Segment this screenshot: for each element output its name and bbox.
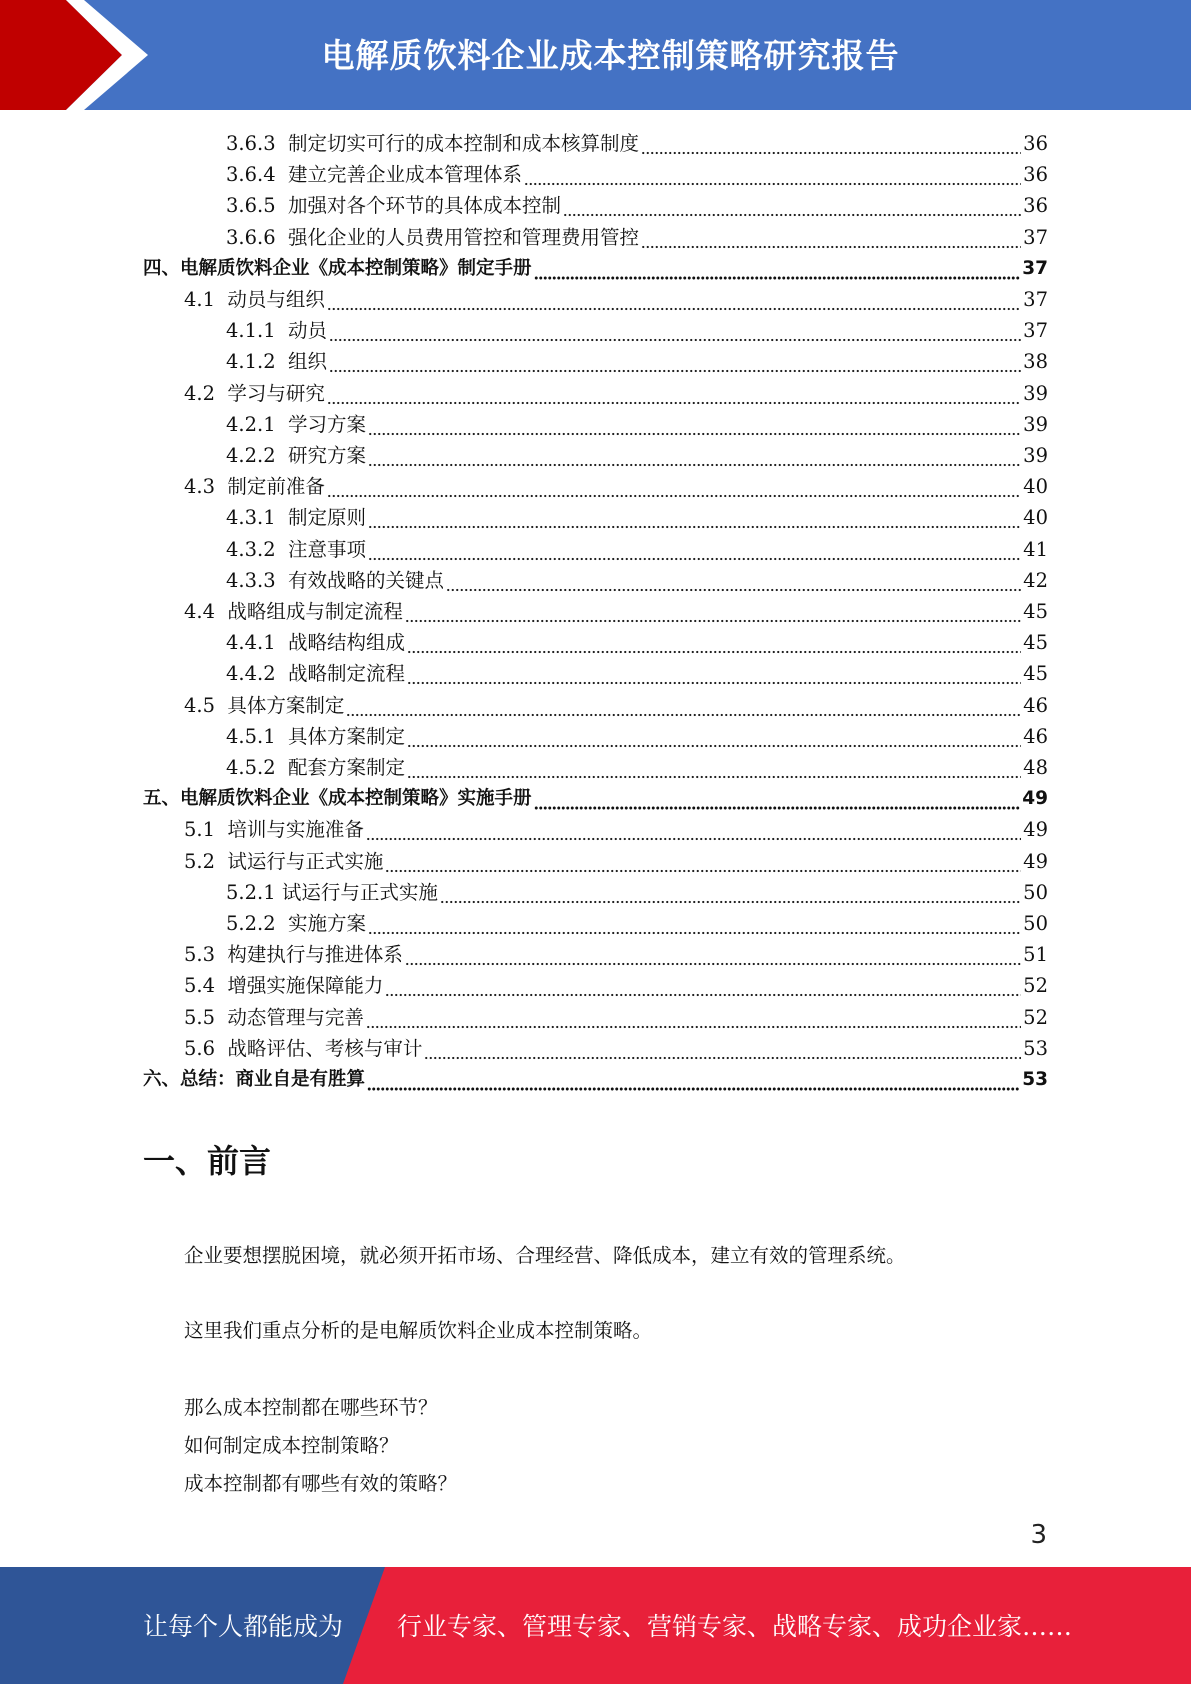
paragraph: 如何制定成本控制策略？ (184, 1434, 399, 1457)
toc-entry-page: 37 (1023, 225, 1048, 249)
toc-entry-number: 5.6 (184, 1036, 228, 1060)
toc-entry-label: 研究方案 (288, 444, 367, 467)
toc-entry-label: 配套方案制定 (288, 756, 406, 779)
toc-dot-leader (368, 534, 1021, 565)
toc-entry[interactable] (184, 284, 1048, 315)
toc-dot-leader (366, 814, 1021, 845)
document-title: 电解质饮料企业成本控制策略研究报告 (321, 36, 900, 75)
toc-entry-label: 培训与实施准备 (227, 818, 364, 842)
toc-entry-page: 38 (1023, 350, 1048, 374)
toc-entry[interactable] (226, 128, 1048, 159)
toc-entry-label: 有效战略的关键点 (288, 568, 445, 592)
toc-entry-number: 4.3.3 (226, 568, 289, 592)
toc-entry-page: 49 (1022, 788, 1048, 810)
toc-entry[interactable] (184, 471, 1048, 502)
toc-entry-page: 42 (1023, 568, 1048, 592)
toc-entry-number: 4.1.2 (226, 350, 289, 374)
toc-entry-page: 50 (1023, 880, 1048, 904)
toc-entry-number: 4.3 (184, 475, 228, 499)
toc-entry-page: 41 (1023, 537, 1048, 561)
toc-entry-number: 3.6.3 (226, 132, 289, 155)
toc-dot-leader (385, 970, 1021, 1001)
toc-entry-number: 3.6.5 (226, 194, 289, 218)
toc-entry-label: 四、电解质饮料企业《成本控制策略》制定手册 (143, 257, 532, 279)
toc-dot-leader (446, 565, 1021, 596)
toc-entry-page: 36 (1023, 132, 1048, 155)
toc-entry[interactable] (226, 752, 1048, 783)
toc-entry-label: 组织 (288, 350, 328, 374)
toc-entry-number: 5.2.1 (226, 880, 282, 904)
toc-entry-number: 4.5.2 (226, 756, 289, 779)
toc-entry-page: 48 (1023, 756, 1048, 779)
toc-entry-page: 39 (1023, 412, 1048, 436)
toc-entry[interactable] (184, 690, 1048, 721)
toc-entry-number: 4.1.1 (226, 319, 289, 343)
toc-entry-label: 制定原则 (288, 506, 367, 530)
toc-dot-leader (407, 721, 1021, 752)
toc-entry[interactable] (226, 190, 1048, 221)
toc-entry[interactable] (184, 1033, 1048, 1064)
toc-entry-label: 动态管理与完善 (227, 1005, 364, 1029)
toc-entry-label: 制定切实可行的成本控制和成本核算制度 (288, 132, 640, 155)
toc-entry-page: 45 (1023, 631, 1048, 655)
toc-dot-leader (641, 222, 1021, 253)
toc-entry-page: 52 (1023, 1005, 1048, 1029)
toc-entry-label: 学习与研究 (227, 381, 325, 405)
footer-slogan-left: 让每个人都能成为 (143, 1612, 344, 1641)
toc-entry[interactable] (226, 627, 1048, 658)
toc-entry[interactable] (184, 378, 1048, 409)
page-footer (0, 1567, 1191, 1684)
toc-dot-leader (368, 908, 1021, 939)
toc-dot-leader (329, 346, 1021, 377)
toc-entry-label: 构建执行与推进体系 (227, 943, 403, 967)
toc-entry[interactable] (226, 721, 1048, 752)
toc-dot-leader (405, 596, 1021, 627)
paragraph: 成本控制都有哪些有效的策略？ (184, 1472, 458, 1495)
toc-dot-leader (440, 877, 1021, 908)
toc-entry-label: 动员 (288, 319, 328, 343)
toc-entry-number: 5.4 (184, 974, 228, 998)
toc-dot-leader (641, 128, 1021, 159)
toc-entry-number: 4.3.2 (226, 537, 289, 561)
paragraph: 企业要想摆脱困境，就必须开拓市场、合理经营、降低成本，建立有效的管理系统。 (184, 1244, 906, 1267)
toc-entry[interactable] (184, 970, 1048, 1001)
toc-entry-label: 学习方案 (288, 412, 367, 436)
toc-entry-page: 39 (1023, 381, 1048, 405)
toc-entry-label: 增强实施保障能力 (227, 974, 384, 998)
toc-entry-label: 六、总结：商业自是有胜算 (143, 1069, 366, 1090)
toc-entry-number: 4.5 (184, 693, 228, 717)
toc-dot-leader (385, 846, 1021, 877)
footer-slogan-right: 行业专家、管理专家、营销专家、战略专家、成功企业家…… (397, 1612, 1073, 1641)
toc-dot-leader (329, 315, 1021, 346)
toc-entry-number: 5.1 (184, 818, 228, 842)
toc-entry-number: 4.4.2 (226, 662, 289, 686)
toc-entry[interactable] (226, 159, 1048, 190)
toc-entry[interactable] (226, 315, 1048, 346)
toc-entry-label: 五、电解质饮料企业《成本控制策略》实施手册 (143, 788, 532, 810)
toc-dot-leader (534, 253, 1021, 284)
toc-entry-label: 加强对各个环节的具体成本控制 (288, 194, 562, 218)
toc-entry-number: 3.6.6 (226, 225, 289, 249)
toc-entry-label: 战略组成与制定流程 (227, 600, 403, 623)
toc-dot-leader (366, 1002, 1021, 1033)
toc-entry[interactable] (226, 409, 1048, 440)
toc-entry-number: 5.2.2 (226, 912, 289, 935)
toc-dot-leader (367, 1064, 1020, 1095)
toc-entry[interactable] (226, 346, 1048, 377)
toc-entry-page: 50 (1023, 912, 1048, 935)
toc-entry-page: 49 (1023, 849, 1048, 873)
toc-dot-leader (368, 440, 1021, 471)
toc-dot-leader (407, 658, 1021, 689)
toc-dot-leader (368, 502, 1021, 533)
toc-entry-number: 4.5.1 (226, 724, 289, 748)
toc-dot-leader (368, 409, 1021, 440)
toc-entry-number: 4.4 (184, 600, 228, 623)
toc-entry-label: 制定前准备 (227, 475, 325, 499)
toc-entry-page: 37 (1023, 319, 1048, 343)
toc-dot-leader (327, 284, 1021, 315)
toc-entry-label: 动员与组织 (227, 288, 325, 311)
toc-dot-leader (563, 190, 1021, 221)
toc-entry-number: 4.4.1 (226, 631, 289, 655)
toc-entry-number: 4.2.1 (226, 412, 289, 436)
toc-chapter-entry[interactable] (143, 783, 1048, 814)
toc-entry-label: 具体方案制定 (288, 724, 406, 748)
toc-entry[interactable] (184, 596, 1048, 627)
toc-entry[interactable] (184, 814, 1048, 845)
toc-entry-number: 3.6.4 (226, 163, 289, 187)
toc-entry-page: 37 (1023, 288, 1048, 311)
toc-entry[interactable] (184, 846, 1048, 877)
toc-dot-leader (327, 378, 1021, 409)
toc-entry-page: 40 (1023, 475, 1048, 499)
toc-entry-page: 46 (1023, 693, 1048, 717)
toc-entry-page: 45 (1023, 600, 1048, 623)
toc-entry-label: 战略评估、考核与审计 (227, 1036, 423, 1060)
section-heading: 一、前言 (143, 1142, 272, 1180)
toc-entry-number: 5.3 (184, 943, 228, 967)
toc-entry[interactable] (184, 1002, 1048, 1033)
page-number: 3 (1030, 1520, 1047, 1550)
toc-entry[interactable] (226, 877, 1048, 908)
page-header (0, 0, 1191, 110)
toc-entry[interactable] (226, 658, 1048, 689)
toc-entry-page: 49 (1023, 818, 1048, 842)
toc-entry-page: 51 (1023, 943, 1048, 967)
toc-entry-page: 53 (1023, 1036, 1048, 1060)
toc-entry-label: 试运行与正式实施 (281, 880, 438, 904)
paragraph: 那么成本控制都在哪些环节？ (184, 1396, 438, 1419)
toc-entry[interactable] (226, 534, 1048, 565)
toc-entry[interactable] (226, 565, 1048, 596)
toc-entry-page: 46 (1023, 724, 1048, 748)
toc-dot-leader (534, 783, 1021, 814)
toc-dot-leader (407, 752, 1021, 783)
toc-entry-page: 52 (1023, 974, 1048, 998)
toc-entry-label: 注意事项 (288, 537, 367, 561)
toc-entry-label: 强化企业的人员费用管控和管理费用管控 (288, 225, 640, 249)
toc-dot-leader (405, 939, 1021, 970)
toc-entry-number: 4.2.2 (226, 444, 289, 467)
toc-entry-page: 37 (1022, 257, 1048, 279)
toc-entry-page: 36 (1023, 163, 1048, 187)
toc-entry-label: 战略结构组成 (288, 631, 406, 655)
toc-entry-page: 53 (1022, 1069, 1048, 1090)
paragraph: 这里我们重点分析的是电解质饮料企业成本控制策略。 (184, 1319, 653, 1342)
toc-entry-number: 4.3.1 (226, 506, 289, 530)
toc-chapter-entry[interactable] (143, 253, 1048, 284)
toc-entry[interactable] (226, 440, 1048, 471)
toc-entry-label: 战略制定流程 (288, 662, 406, 686)
toc-entry-page: 40 (1023, 506, 1048, 530)
toc-entry-label: 实施方案 (288, 912, 367, 935)
toc-entry-number: 4.2 (184, 381, 228, 405)
toc-chapter-entry[interactable] (143, 1064, 1048, 1095)
toc-entry[interactable] (226, 222, 1048, 253)
toc-entry-number: 4.1 (184, 288, 228, 311)
toc-entry-number: 5.2 (184, 849, 228, 873)
toc-entry-label: 具体方案制定 (227, 693, 345, 717)
toc-entry-page: 36 (1023, 194, 1048, 218)
toc-entry-page: 45 (1023, 662, 1048, 686)
toc-dot-leader (346, 690, 1021, 721)
toc-entry[interactable] (226, 908, 1048, 939)
toc-dot-leader (327, 471, 1021, 502)
toc-entry-label: 试运行与正式实施 (227, 849, 384, 873)
toc-entry[interactable] (184, 939, 1048, 970)
toc-dot-leader (424, 1033, 1021, 1064)
toc-entry-page: 39 (1023, 444, 1048, 467)
toc-entry[interactable] (226, 502, 1048, 533)
toc-entry-number: 5.5 (184, 1005, 228, 1029)
toc-entry-label: 建立完善企业成本管理体系 (288, 163, 523, 187)
toc-dot-leader (524, 159, 1021, 190)
toc-dot-leader (407, 627, 1021, 658)
